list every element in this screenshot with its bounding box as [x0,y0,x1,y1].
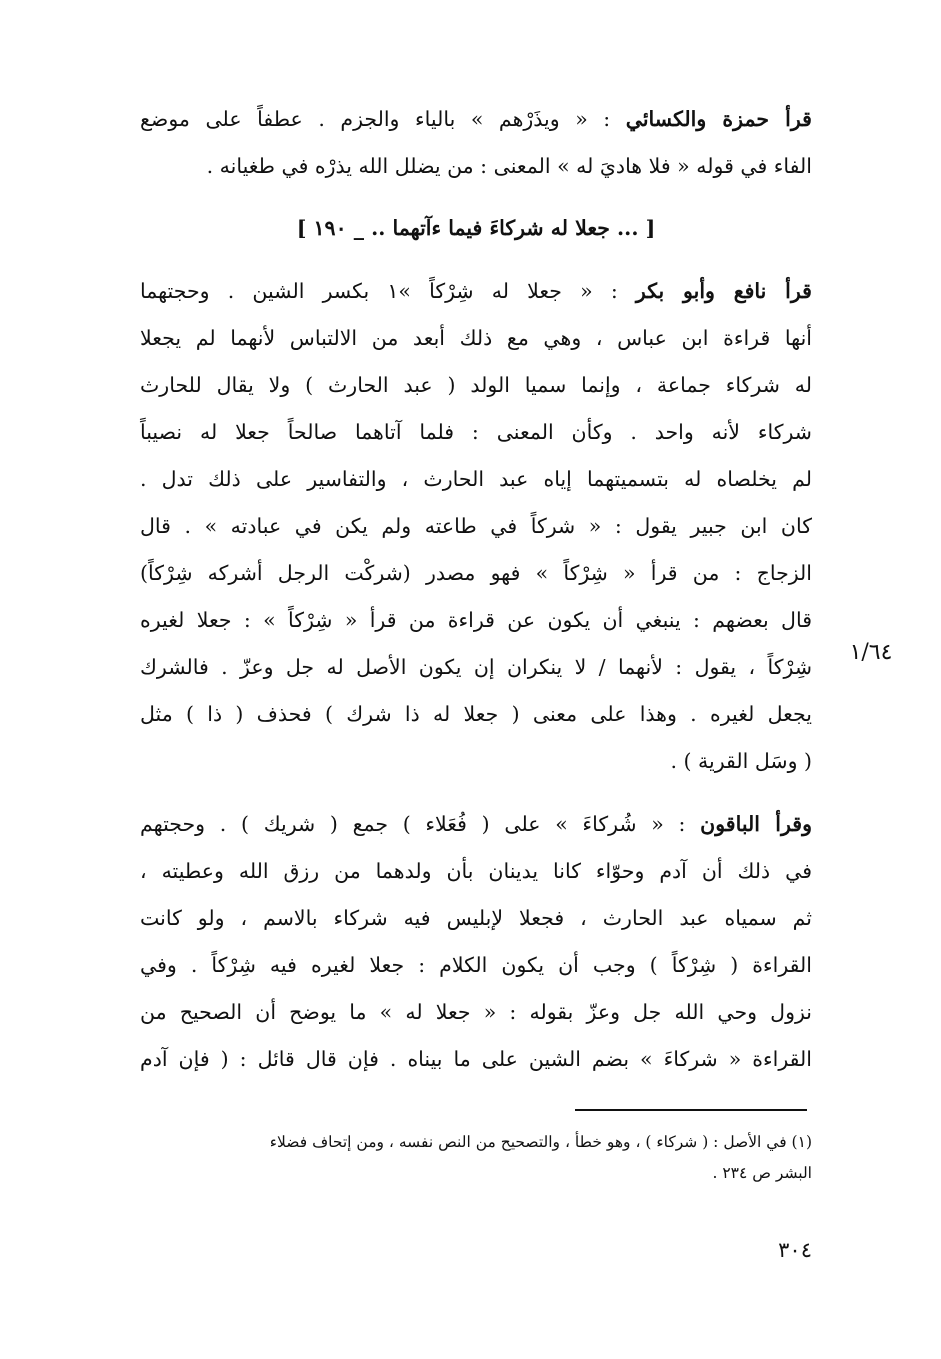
text-line: شركاء لأنه واحد . وكأن المعنى : فلما آتاهما صالحاً جعلا له نصيباً [140,420,812,444]
text-line: أنها قراءة ابن عباس ، وهي مع ذلك أبعد من الالتباس لأنهما لم يجعلا [140,326,812,350]
verse-heading: [ ... جعلا له شركاءَ فيما ءآتهما .. _ ١٩٠ ] [296,216,656,240]
text-line: قال بعضهم : ينبغي أن يكون عن قراءة من قرأ « شِرْكاً » : جعلا لغيره [140,608,812,632]
text-line: وقرأ الباقون : « شُركاءَ » على ( فُعَلاء ) جمع ( شريك ) . وحجتهم [140,812,812,836]
text-line: الزجاج : من قرأ « شِرْكاً » فهو مصدر (شركْت الرجل أشركه شِرْكاً) [140,561,812,585]
text-line: نزول وحي الله جل وعزّ بقوله : « جعلا له » ما يوضح أن الصحيح من [140,1000,812,1024]
paragraph-1 [140,96,812,190]
text-line: له شركاء جماعة ، وإنما سميا الولد ( عبد الحارث ) ولا يقال للحارث [140,373,812,397]
paragraph-2 [140,268,812,785]
text-line: قرأ نافع وأبو بكر : « جعلا له شِرْكاً »١ بكسر الشين . وحجتهما [140,279,812,303]
reader-names: قرأ حمزة والكسائي [625,107,812,131]
text-line: كان ابن جبير يقول : « شركاً في طاعته ولم يكن في عبادته » . قال [140,514,812,538]
text-line: ثم سمياه عبد الحارث ، فجعلا لإبليس فيه شركاء بالاسم ، ولو كانت [140,906,812,930]
footnote [140,1127,812,1189]
page-body [140,96,812,1099]
page-number: ٣٠٤ [778,1238,812,1262]
text-line: في ذلك أن آدم وحوّاء كانا يدينان بأن ولدهما من رزق الله وعطيته ، [140,859,812,883]
text-line: لم يخلصاه له بتسميتهما إياه عبد الحارث ، والتفاسير على ذلك تدل . [140,467,812,491]
text-line: القراءة ( شِرْكاً ) وجب أن يكون الكلام : جعلا لغيره فيه شِرْكاً . وفي [140,953,812,977]
footnote-divider [575,1109,807,1111]
reader-names: قرأ نافع وأبو بكر [635,279,812,303]
text-line: ( وسَل القرية ) . [670,749,812,773]
text-line: شِرْكاً ، يقول : لأنهما / لا ينكران إن يكون الأصل له جل وعزّ . فالشرك [140,655,812,679]
footnote-line: (١) في الأصل : ( شركاء ) ، وهو خطأ ، والتصحيح من النص نفسه ، ومن إتحاف فضلاء [269,1133,812,1151]
text-line: قرأ حمزة والكسائي : « ويذَرْهم » بالياء والجزم . عطفاً على موضع [140,107,812,131]
reader-names: وقرأ الباقون [700,812,812,836]
text-line: الفاء في قوله « فلا هاديَ له » المعنى : من يضلل الله يذرْه في طغيانه . [206,154,812,178]
manuscript-folio-note: ١/٦٤ [849,640,893,665]
footnote-line: البشر ص ٢٣٤ . [712,1164,812,1182]
paragraph-3 [140,801,812,1083]
text-line: القراءة « شركاءَ » بضم الشين على ما بيناه . فإن قال قائل : ( فإن آدم [140,1047,812,1071]
text-line: يجعل لغيره . وهذا على معنى ( جعلا له ذا شرك ) فحذف ( ذا ) مثل [140,702,812,726]
